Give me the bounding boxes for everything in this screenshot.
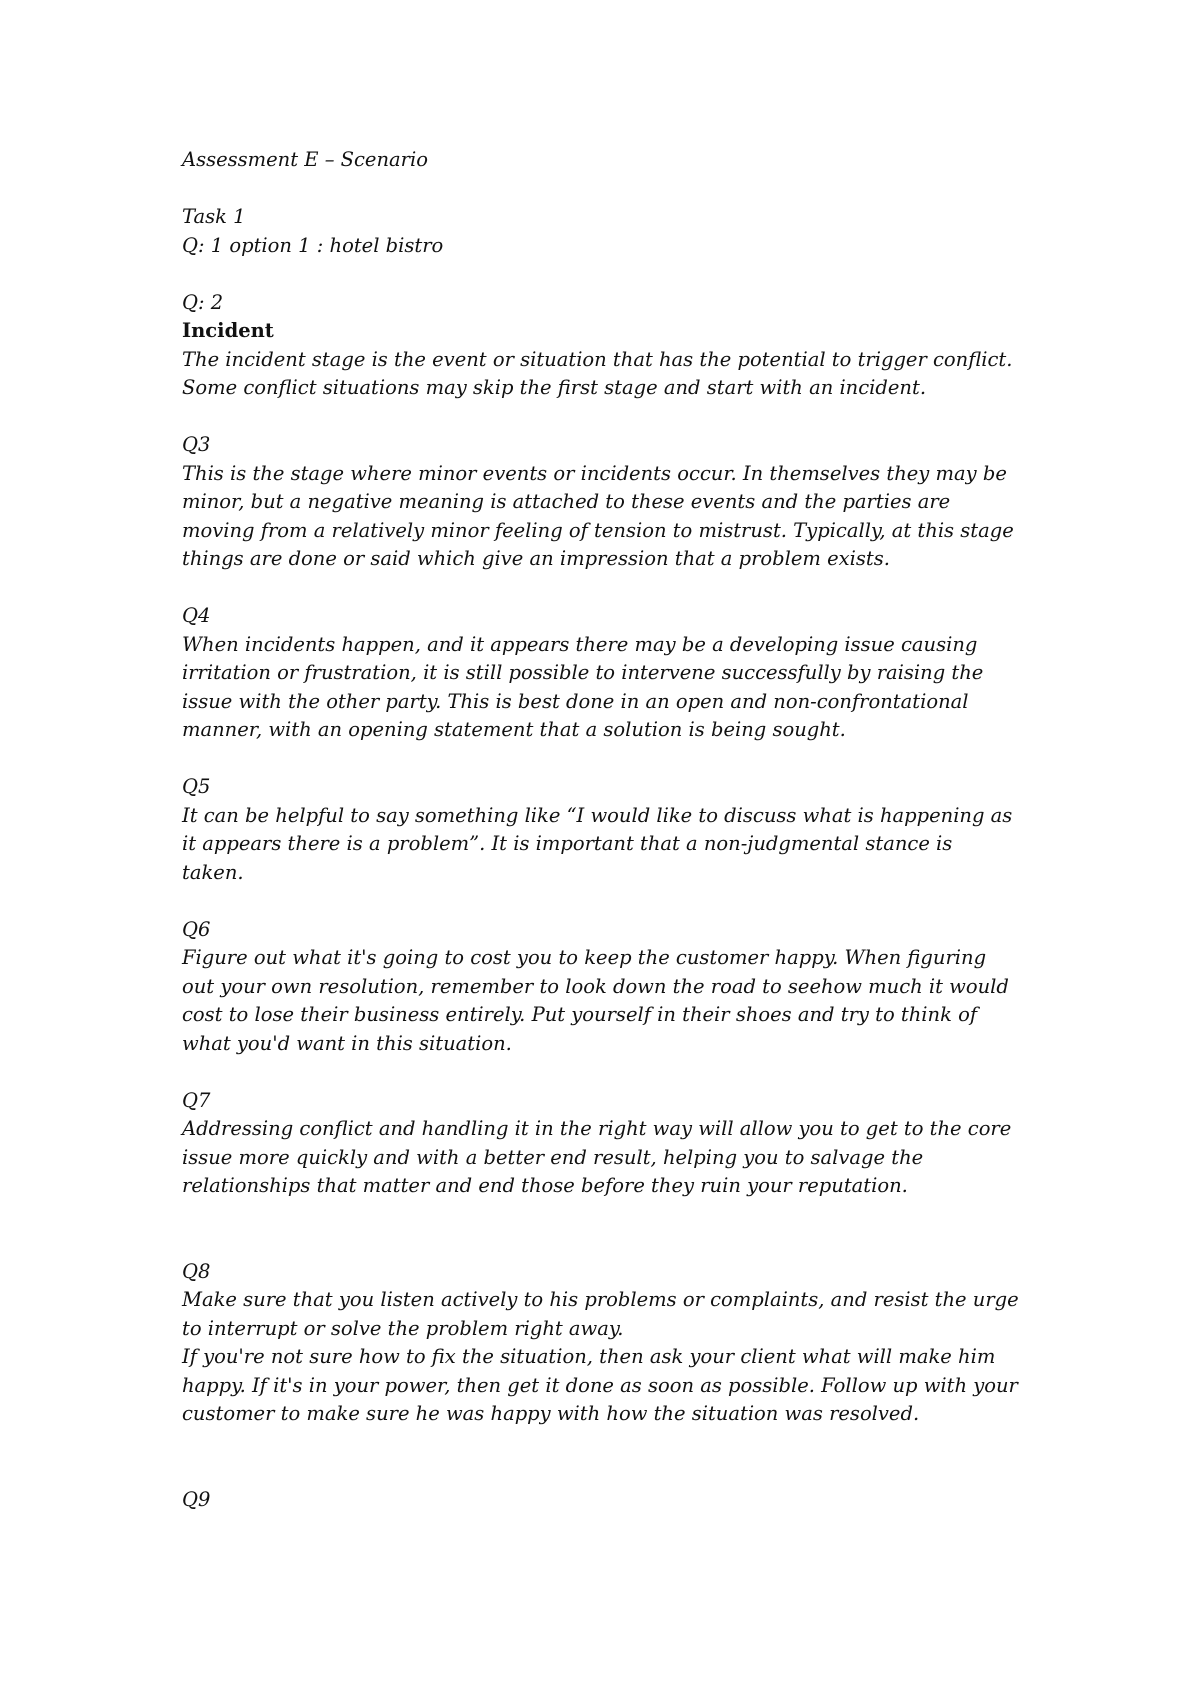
q2-text-line: Some conflict situations may skip the first stage and start with an incident. [182,376,927,399]
q4-text-line: irritation or frustration, it is still possible to intervene successfully by raising the [182,661,984,684]
q8-text-line: happy. If it's in your power, then get it done as soon as possible. Follow up with your [182,1373,1018,1397]
q8-text-line: Make sure that you listen actively to his problems or complaints, and resist the urge [182,1288,1019,1311]
q5-label: Q5 [182,775,211,798]
q8-text-line: customer to make sure he was happy with how the situation was resolved. [182,1402,920,1425]
q4-text-line: When incidents happen, and it appears there may be a developing issue causing [182,632,978,656]
q6-text-line: out your own resolution, remember to look down the road to seehow much it would [182,974,1009,998]
q2-text-line: The incident stage is the event or situation that has the potential to trigger conflict. [182,347,1013,371]
document-body [182,146,1062,1514]
q3-text-line: moving from a relatively minor feeling of tension to mistrust. Typically, at this stage [182,518,1014,542]
document-title: Assessment E – Scenario [182,148,428,171]
q6-text-line: Figure out what it's going to cost you to keep the customer happy. When figuring [182,946,987,969]
q8-label: Q8 [182,1259,211,1283]
q7-text-line: issue more quickly and with a better end result, helping you to salvage the [182,1145,924,1169]
q6-label: Q6 [182,917,211,941]
q6-text-line: cost to lose their business entirely. Put yourself in their shoes and try to think of [182,1003,978,1026]
q2-heading: Incident [182,319,274,342]
task-label: Task 1 [182,205,246,228]
q2-label: Q: 2 [182,290,224,314]
q7-text-line: relationships that matter and end those before they ruin your reputation. [182,1174,908,1197]
q1-answer: Q: 1 option 1 : hotel bistro [182,233,444,257]
q4-label: Q4 [182,604,211,627]
q3-text-line: minor, but a negative meaning is attached to these events and the parties are [182,490,951,513]
q7-text-line: Addressing conflict and handling it in the right way will allow you to get to the core [182,1117,1012,1140]
q3-label: Q3 [182,433,211,456]
q5-text-line: taken. [182,860,244,884]
q4-text-line: manner, with an opening statement that a solution is being sought. [182,718,846,741]
q3-text-line: This is the stage where minor events or incidents occur. In themselves they may be [182,461,1007,485]
q6-text-line: what you'd want in this situation. [182,1031,512,1055]
q4-text-line: issue with the other party. This is best done in an open and non-confrontational [182,689,969,713]
q5-text-line: It can be helpful to say something like “I would like to discuss what is happening as [182,803,1013,827]
q3-text-line: things are done or said which give an impression that a problem exists. [182,547,890,570]
q7-label: Q7 [182,1088,211,1112]
q9-label: Q9 [182,1487,211,1511]
q5-text-line: it appears there is a problem”. It is important that a non-judgmental stance is [182,832,953,855]
q8-text-line: If you're not sure how to fix the situation, then ask your client what will make him [182,1345,996,1368]
q8-text-line: to interrupt or solve the problem right away. [182,1316,624,1340]
